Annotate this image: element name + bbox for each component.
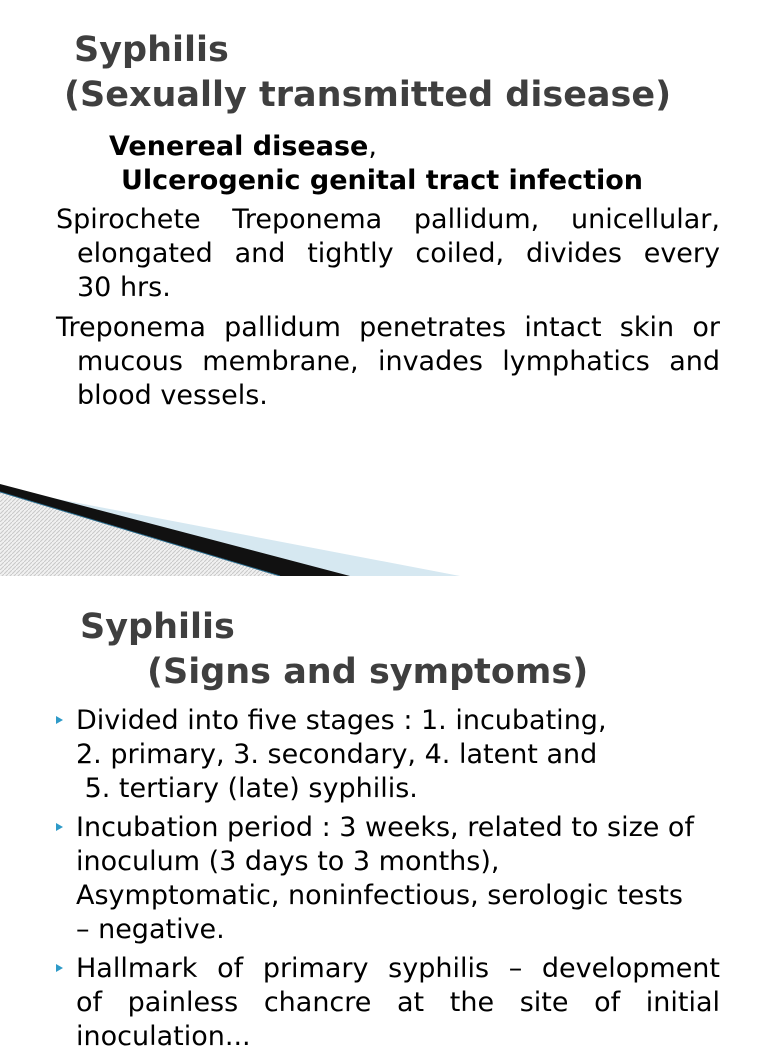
bullet-line: of painless chancre at the site of initial: [76, 987, 720, 1018]
bullet-stages: [56, 704, 720, 806]
slide1-subheading-line1: [109, 133, 377, 160]
bullet-hallmark: [56, 952, 720, 1054]
bullet-marker-icon: [56, 823, 63, 831]
slide2-title-line2: (Signs and symptoms): [147, 652, 589, 692]
paragraph-line: Treponema pallidum penetrates intact skin or: [56, 312, 720, 343]
bullet-marker-icon: [56, 964, 63, 972]
paragraph-line: Spirochete Treponema pallidum, unicellular,: [56, 204, 720, 235]
slide1-paragraph-penetration: [56, 311, 720, 413]
slide1-title-line2: (Sexually transmitted disease): [64, 75, 672, 115]
bullet-marker-icon: [56, 716, 63, 724]
subheading-comma: ,: [368, 131, 377, 162]
signs-bullet-list: [56, 704, 720, 1059]
paragraph-line: elongated and tightly coiled, divides every: [77, 238, 720, 269]
bullet-incubation: [56, 811, 720, 947]
bullet-line: Divided into five stages : 1. incubating,: [76, 705, 607, 736]
decorative-swoosh: [0, 470, 768, 576]
slide1-subheading-line2: Ulcerogenic genital tract infection: [121, 165, 644, 196]
bullet-line: inoculation...: [76, 1021, 251, 1052]
slide2-title-line1: Syphilis: [80, 607, 235, 647]
bullet-line: Hallmark of primary syphilis – development: [76, 953, 720, 984]
subheading-venereal: Venereal disease: [109, 131, 369, 162]
paragraph-line: blood vessels.: [77, 380, 268, 411]
bullet-line: Incubation period : 3 weeks, related to size of: [76, 812, 694, 843]
bullet-line: – negative.: [76, 914, 225, 945]
slide-2: [0, 576, 768, 1052]
slide1-paragraph-spirochete: [56, 203, 720, 305]
slide1-title-line1: Syphilis: [74, 30, 229, 70]
paragraph-line: 30 hrs.: [77, 272, 171, 303]
bullet-line: Asymptomatic, noninfectious, serologic tests: [76, 880, 683, 911]
paragraph-line: mucous membrane, invades lymphatics and: [77, 346, 720, 377]
bullet-line: 5. tertiary (late) syphilis.: [76, 773, 418, 804]
bullet-line: inoculum (3 days to 3 months),: [76, 846, 500, 877]
bullet-line: 2. primary, 3. secondary, 4. latent and: [76, 739, 598, 770]
